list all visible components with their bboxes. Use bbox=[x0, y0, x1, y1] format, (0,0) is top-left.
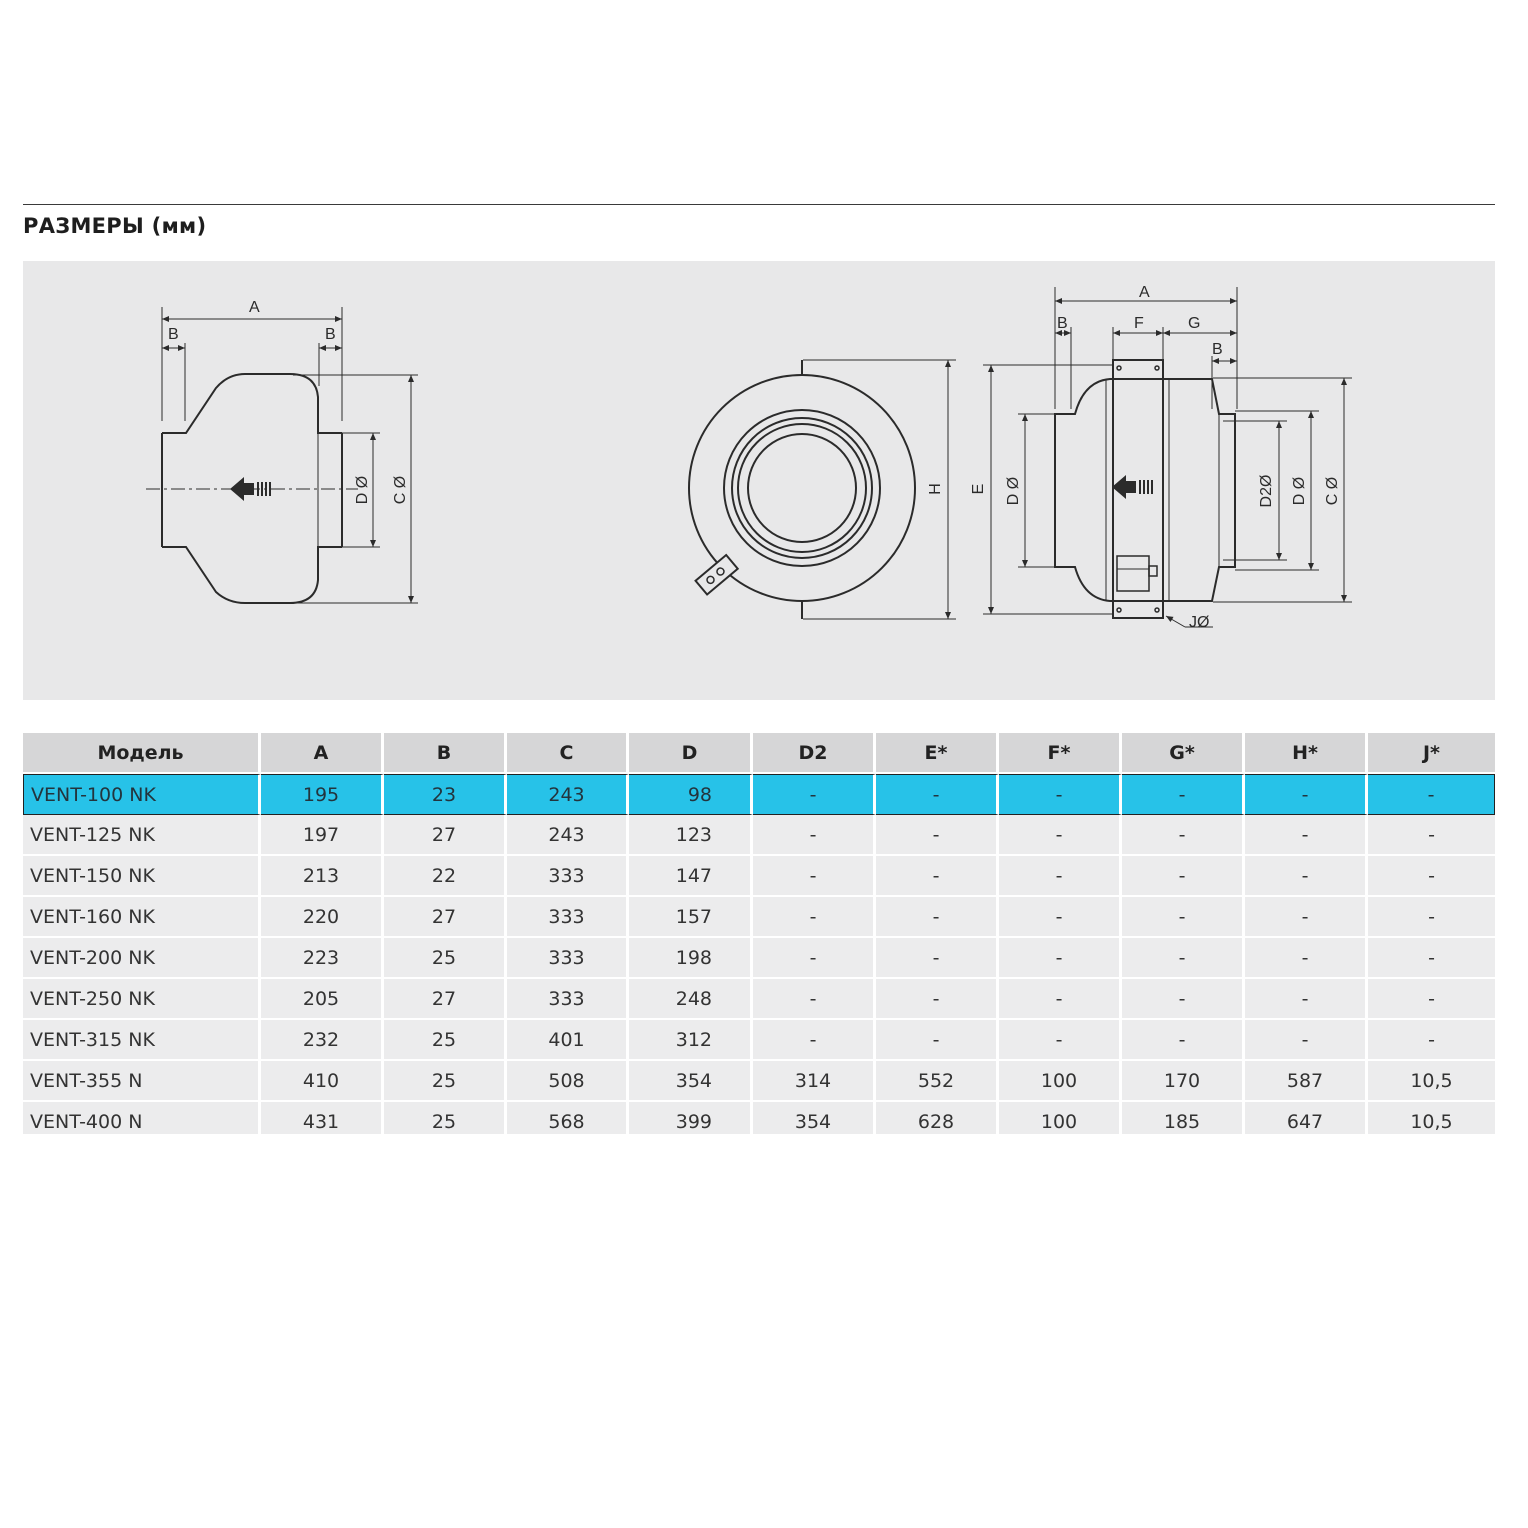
value-cell: 401 bbox=[507, 1020, 629, 1061]
header-e: E* bbox=[876, 733, 999, 774]
value-cell: 25 bbox=[384, 1061, 507, 1102]
value-cell: - bbox=[1368, 1020, 1495, 1061]
value-cell: 98 bbox=[629, 774, 753, 815]
value-cell: 195 bbox=[261, 774, 384, 815]
table-row bbox=[23, 938, 1495, 979]
technical-drawings bbox=[23, 261, 1495, 700]
header-h: H* bbox=[1245, 733, 1368, 774]
dims-nk-side bbox=[162, 307, 418, 603]
value-cell: 628 bbox=[876, 1102, 999, 1143]
header-b: B bbox=[384, 733, 507, 774]
value-cell: 333 bbox=[507, 938, 629, 979]
drawing-n-front bbox=[689, 360, 915, 619]
header-model: Модель bbox=[23, 733, 261, 774]
value-cell: 508 bbox=[507, 1061, 629, 1102]
label-e: E bbox=[970, 483, 987, 495]
model-cell: VENT-355 N bbox=[23, 1061, 261, 1102]
header-a: A bbox=[261, 733, 384, 774]
value-cell: 431 bbox=[261, 1102, 384, 1143]
label-b-nk-2: B bbox=[325, 326, 336, 343]
value-cell: 100 bbox=[999, 1102, 1122, 1143]
value-cell: 10,5 bbox=[1368, 1102, 1495, 1143]
table-header bbox=[23, 733, 1495, 774]
value-cell: - bbox=[1368, 938, 1495, 979]
header-d2: D2 bbox=[753, 733, 876, 774]
value-cell: - bbox=[1122, 1020, 1245, 1061]
label-c-n: C Ø bbox=[1324, 476, 1341, 506]
value-cell: - bbox=[999, 1020, 1122, 1061]
value-cell: - bbox=[876, 938, 999, 979]
value-cell: - bbox=[999, 856, 1122, 897]
drawing-panel bbox=[23, 261, 1495, 700]
model-cell: VENT-150 NK bbox=[23, 856, 261, 897]
value-cell: - bbox=[876, 774, 999, 815]
value-cell: 223 bbox=[261, 938, 384, 979]
table-row bbox=[23, 815, 1495, 856]
drawing-n-side bbox=[1055, 360, 1235, 618]
drawing-nk-side bbox=[146, 374, 358, 603]
label-b-nk-1: B bbox=[168, 326, 179, 343]
model-cell: VENT-200 NK bbox=[23, 938, 261, 979]
label-b-n-2: B bbox=[1212, 341, 1223, 358]
value-cell: 587 bbox=[1245, 1061, 1368, 1102]
model-cell: VENT-100 NK bbox=[23, 774, 261, 815]
value-cell: - bbox=[1245, 815, 1368, 856]
value-cell: - bbox=[999, 979, 1122, 1020]
top-rule bbox=[23, 204, 1495, 205]
dims-n-side bbox=[983, 287, 1352, 627]
header-d: D bbox=[629, 733, 753, 774]
value-cell: - bbox=[1245, 897, 1368, 938]
value-cell: 25 bbox=[384, 1020, 507, 1061]
value-cell: 123 bbox=[629, 815, 753, 856]
value-cell: 25 bbox=[384, 1102, 507, 1143]
model-cell: VENT-125 NK bbox=[23, 815, 261, 856]
value-cell: - bbox=[1122, 774, 1245, 815]
table-row bbox=[23, 979, 1495, 1020]
value-cell: - bbox=[876, 815, 999, 856]
value-cell: - bbox=[753, 1020, 876, 1061]
value-cell: - bbox=[1122, 938, 1245, 979]
value-cell: - bbox=[876, 897, 999, 938]
value-cell: - bbox=[1368, 856, 1495, 897]
value-cell: 243 bbox=[507, 815, 629, 856]
value-cell: 354 bbox=[629, 1061, 753, 1102]
value-cell: 185 bbox=[1122, 1102, 1245, 1143]
table-row bbox=[23, 1061, 1495, 1102]
value-cell: 213 bbox=[261, 856, 384, 897]
value-cell: 27 bbox=[384, 815, 507, 856]
value-cell: - bbox=[1368, 897, 1495, 938]
model-cell: VENT-400 N bbox=[23, 1102, 261, 1143]
label-f: F bbox=[1134, 315, 1144, 332]
value-cell: 157 bbox=[629, 897, 753, 938]
value-cell: - bbox=[1122, 979, 1245, 1020]
header-f: F* bbox=[999, 733, 1122, 774]
table-row bbox=[23, 856, 1495, 897]
model-cell: VENT-315 NK bbox=[23, 1020, 261, 1061]
value-cell: - bbox=[1245, 774, 1368, 815]
value-cell: 314 bbox=[753, 1061, 876, 1102]
value-cell: 100 bbox=[999, 1061, 1122, 1102]
value-cell: - bbox=[1368, 979, 1495, 1020]
value-cell: 333 bbox=[507, 856, 629, 897]
table-row bbox=[23, 897, 1495, 938]
value-cell: - bbox=[1368, 774, 1495, 815]
value-cell: 10,5 bbox=[1368, 1061, 1495, 1102]
value-cell: - bbox=[1122, 897, 1245, 938]
value-cell: - bbox=[753, 938, 876, 979]
value-cell: - bbox=[999, 938, 1122, 979]
header-j: J* bbox=[1368, 733, 1495, 774]
label-d-n-right: D Ø bbox=[1291, 476, 1308, 506]
header-c: C bbox=[507, 733, 629, 774]
label-a-nk: A bbox=[249, 299, 260, 316]
value-cell: 197 bbox=[261, 815, 384, 856]
table-body bbox=[23, 774, 1495, 1143]
value-cell: 170 bbox=[1122, 1061, 1245, 1102]
value-cell: - bbox=[876, 1020, 999, 1061]
value-cell: - bbox=[1122, 815, 1245, 856]
value-cell: 27 bbox=[384, 979, 507, 1020]
value-cell: 147 bbox=[629, 856, 753, 897]
value-cell: 552 bbox=[876, 1061, 999, 1102]
value-cell: - bbox=[1368, 815, 1495, 856]
value-cell: 22 bbox=[384, 856, 507, 897]
value-cell: 568 bbox=[507, 1102, 629, 1143]
table-row bbox=[23, 1020, 1495, 1061]
label-g: G bbox=[1188, 315, 1201, 332]
value-cell: - bbox=[1245, 979, 1368, 1020]
label-c-nk: C Ø bbox=[392, 475, 409, 505]
label-d2: D2Ø bbox=[1258, 474, 1275, 508]
value-cell: - bbox=[753, 774, 876, 815]
page-title: РАЗМЕРЫ (мм) bbox=[23, 214, 207, 238]
label-a-n: A bbox=[1139, 284, 1150, 301]
value-cell: - bbox=[1245, 1020, 1368, 1061]
model-cell: VENT-160 NK bbox=[23, 897, 261, 938]
value-cell: 243 bbox=[507, 774, 629, 815]
value-cell: - bbox=[876, 979, 999, 1020]
value-cell: 312 bbox=[629, 1020, 753, 1061]
value-cell: - bbox=[999, 815, 1122, 856]
value-cell: - bbox=[1122, 856, 1245, 897]
label-j: JØ bbox=[1189, 614, 1210, 631]
value-cell: 220 bbox=[261, 897, 384, 938]
label-h: H bbox=[927, 483, 944, 495]
value-cell: - bbox=[753, 815, 876, 856]
value-cell: 23 bbox=[384, 774, 507, 815]
value-cell: - bbox=[753, 856, 876, 897]
header-g: G* bbox=[1122, 733, 1245, 774]
value-cell: 647 bbox=[1245, 1102, 1368, 1143]
value-cell: - bbox=[1245, 938, 1368, 979]
value-cell: 248 bbox=[629, 979, 753, 1020]
value-cell: - bbox=[999, 774, 1122, 815]
value-cell: 333 bbox=[507, 897, 629, 938]
page-bottom-space bbox=[0, 1134, 1528, 1528]
label-d-n-left: D Ø bbox=[1005, 476, 1022, 506]
value-cell: - bbox=[753, 897, 876, 938]
value-cell: 232 bbox=[261, 1020, 384, 1061]
value-cell: 333 bbox=[507, 979, 629, 1020]
value-cell: - bbox=[753, 979, 876, 1020]
value-cell: 354 bbox=[753, 1102, 876, 1143]
value-cell: - bbox=[1245, 856, 1368, 897]
value-cell: 27 bbox=[384, 897, 507, 938]
model-cell: VENT-250 NK bbox=[23, 979, 261, 1020]
value-cell: 410 bbox=[261, 1061, 384, 1102]
label-d-nk: D Ø bbox=[354, 475, 371, 505]
value-cell: - bbox=[876, 856, 999, 897]
value-cell: 25 bbox=[384, 938, 507, 979]
value-cell: 205 bbox=[261, 979, 384, 1020]
value-cell: 198 bbox=[629, 938, 753, 979]
table-row bbox=[23, 774, 1495, 815]
dimensions-table bbox=[23, 733, 1495, 1143]
value-cell: - bbox=[999, 897, 1122, 938]
label-b-n-1: B bbox=[1057, 315, 1068, 332]
value-cell: 399 bbox=[629, 1102, 753, 1143]
